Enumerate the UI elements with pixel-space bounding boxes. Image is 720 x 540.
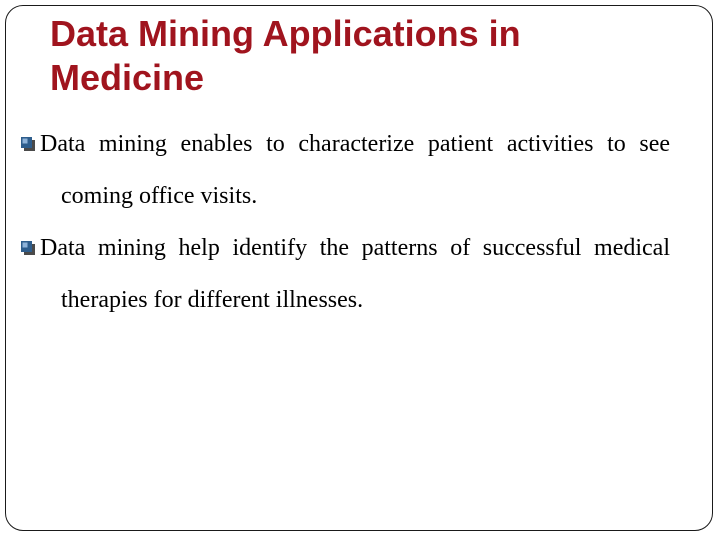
checkbox-bullet-icon: [20, 136, 36, 152]
bullet-text: Data mining help identify the patterns of successful medical therapies for different illnesses.: [40, 235, 670, 313]
slide-title: Data Mining Applications in Medicine: [50, 13, 521, 98]
bullet-item: [20, 232, 670, 326]
bullet-item: [20, 128, 670, 222]
bullet-text: Data mining enables to characterize patient activities to see coming office visits.: [40, 131, 670, 209]
checkbox-bullet-icon: [20, 240, 36, 256]
